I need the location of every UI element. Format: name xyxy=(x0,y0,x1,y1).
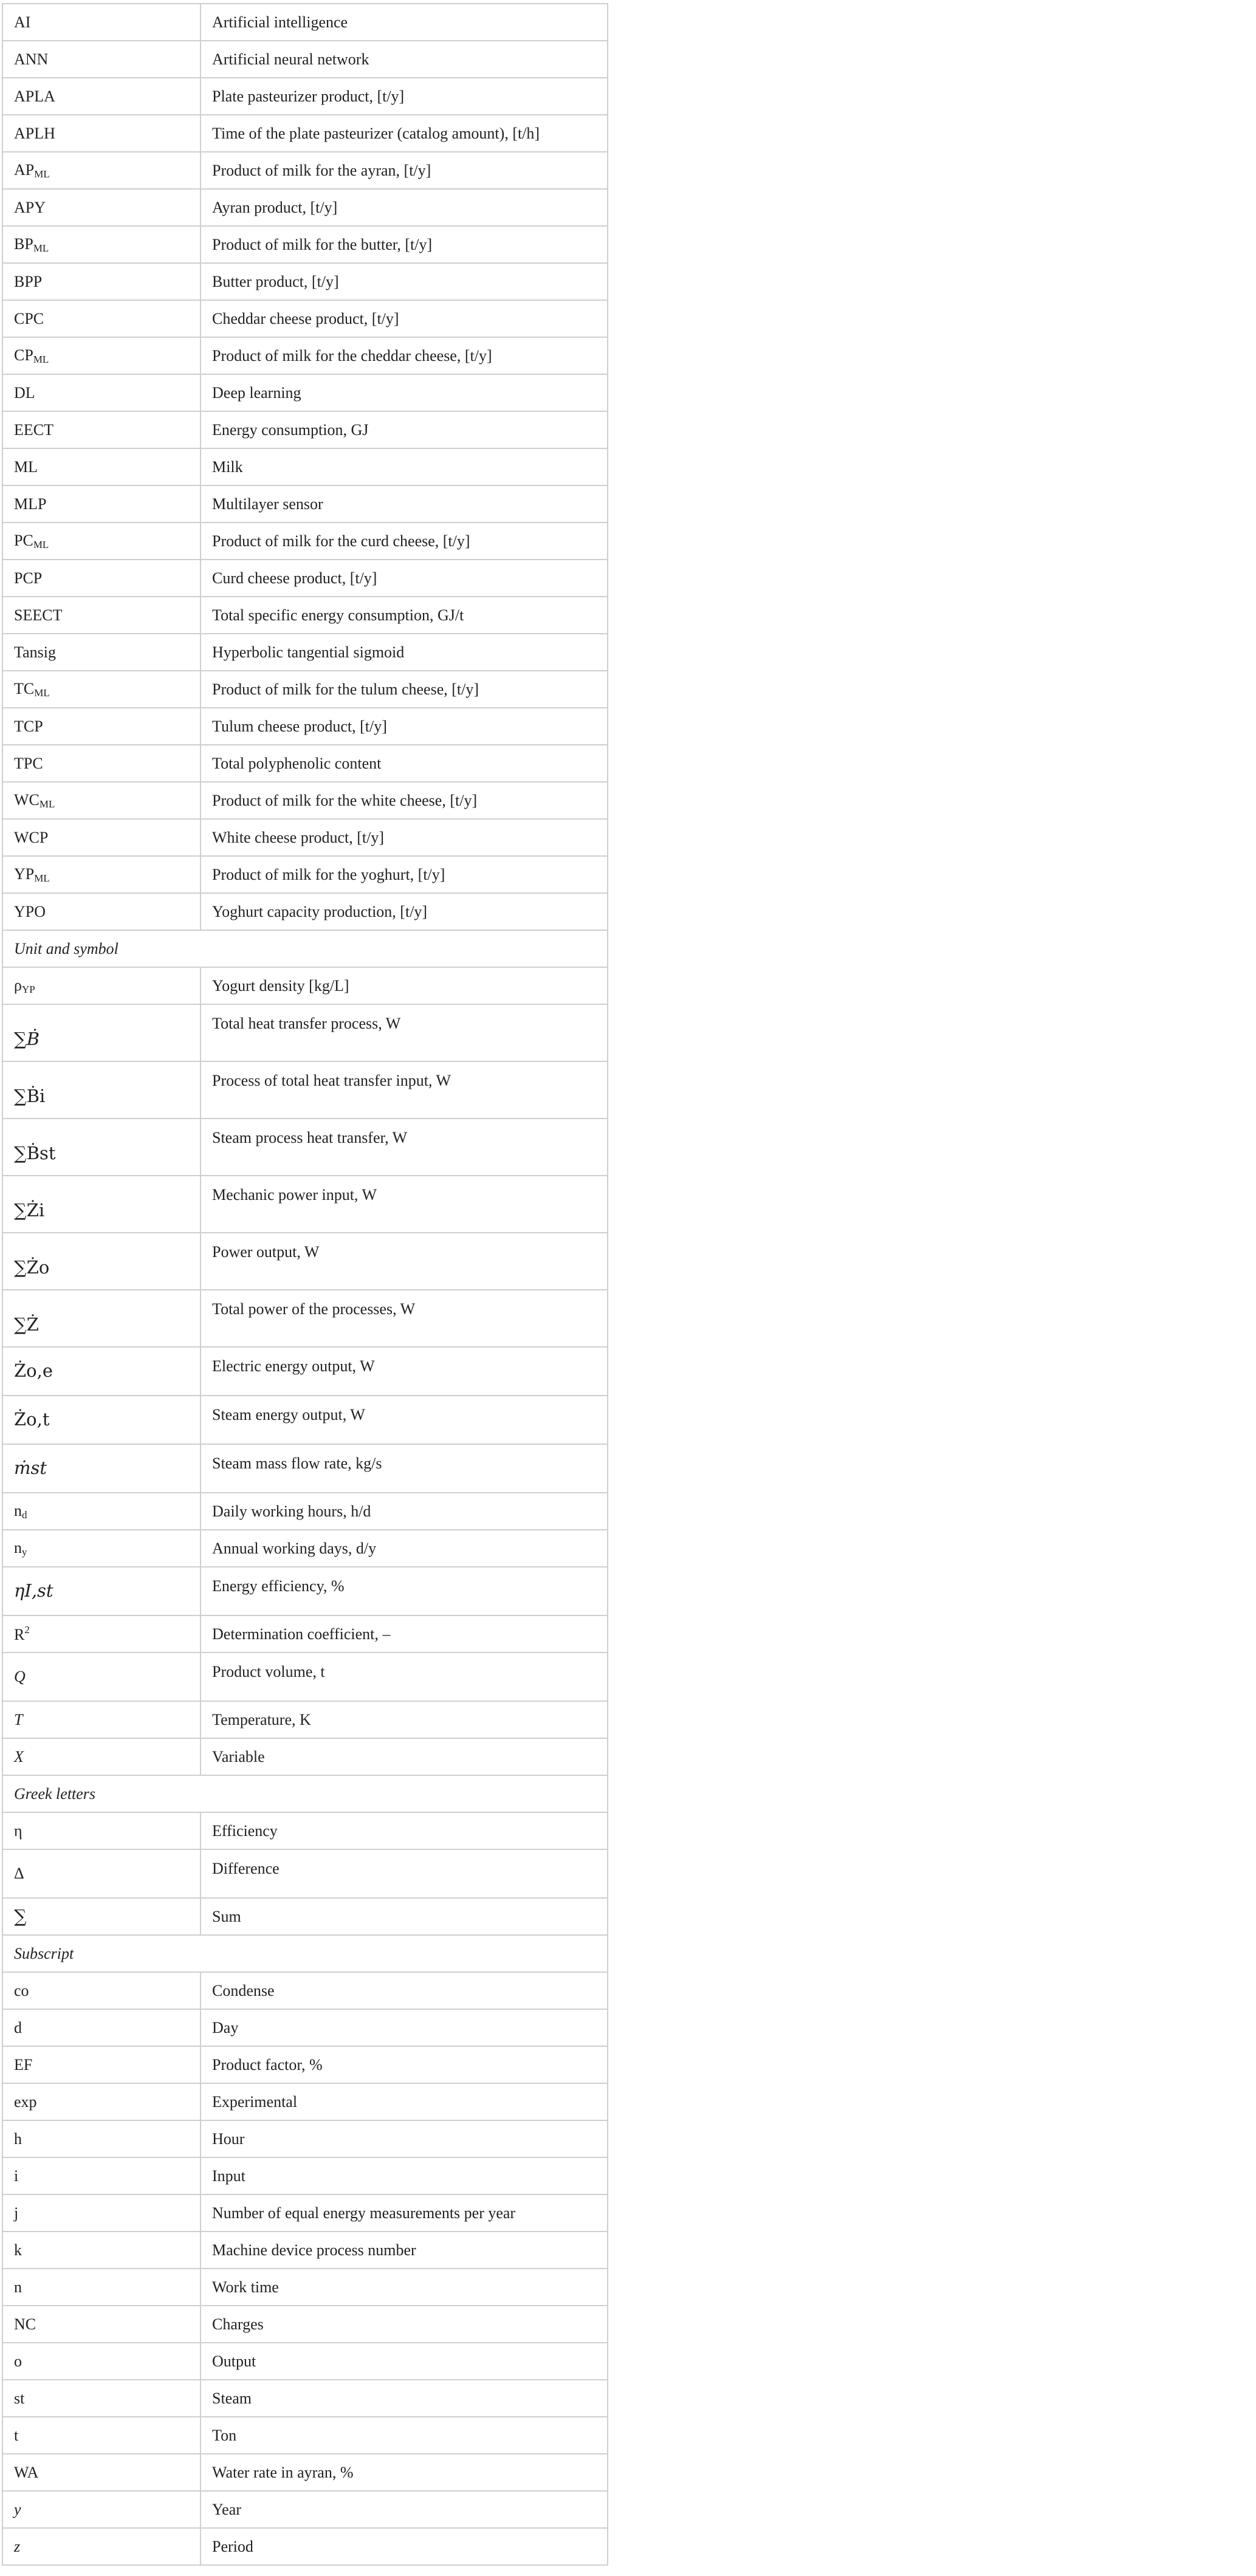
symbol-text: YP xyxy=(14,865,35,883)
definition-cell: Steam energy output, W xyxy=(201,1396,608,1444)
nomenclature-row xyxy=(2,1812,608,1849)
definition-cell: Tulum cheese product, [t/y] xyxy=(201,708,608,745)
symbol-text: i xyxy=(14,2167,19,2185)
definition-cell: Total specific energy consumption, GJ/t xyxy=(201,597,608,634)
definition-cell: Curd cheese product, [t/y] xyxy=(201,560,608,597)
definition-cell: Mechanic power input, W xyxy=(201,1176,608,1233)
nomenclature-row xyxy=(2,78,608,115)
nomenclature-row xyxy=(2,597,608,634)
symbol-text: CP xyxy=(14,346,33,364)
symbol-subscript: ML xyxy=(34,168,50,180)
symbol-subscript: ML xyxy=(39,798,55,810)
symbol-cell xyxy=(2,2046,201,2083)
definition-cell: Annual working days, d/y xyxy=(201,1530,608,1567)
nomenclature-row xyxy=(2,337,608,374)
definition-cell: Time of the plate pasteurizer (catalog amount), [t/h] xyxy=(201,115,608,152)
nomenclature-row xyxy=(2,1898,608,1935)
symbol-cell xyxy=(2,745,201,782)
symbol-cell xyxy=(2,1615,201,1653)
definition-cell: Butter product, [t/y] xyxy=(201,263,608,300)
nomenclature-row xyxy=(2,2491,608,2528)
symbol-text: YPO xyxy=(14,902,46,920)
nomenclature-row xyxy=(2,115,608,152)
nomenclature-row xyxy=(2,2157,608,2194)
symbol-cell xyxy=(2,1530,201,1567)
symbol-cell xyxy=(2,1738,201,1775)
nomenclature-row xyxy=(2,411,608,448)
symbol-text: BPP xyxy=(14,272,43,290)
symbol-text: PC xyxy=(14,531,33,549)
nomenclature-row xyxy=(2,2528,608,2565)
definition-cell: Variable xyxy=(201,1738,608,1775)
symbol-text: ∑Żi xyxy=(14,1200,45,1221)
definition-cell: Multilayer sensor xyxy=(201,485,608,522)
nomenclature-row xyxy=(2,708,608,745)
symbol-cell xyxy=(2,448,201,485)
symbol-cell xyxy=(2,1849,201,1898)
symbol-text: n xyxy=(14,2278,22,2296)
symbol-text: TC xyxy=(14,679,35,697)
symbol-cell xyxy=(2,2269,201,2306)
symbol-text: BP xyxy=(14,235,33,253)
nomenclature-row xyxy=(2,2269,608,2306)
definition-cell: Total polyphenolic content xyxy=(201,745,608,782)
definition-cell: Charges xyxy=(201,2306,608,2343)
definition-cell: Product of milk for the cheddar cheese, [t/y] xyxy=(201,337,608,374)
definition-cell: Artificial intelligence xyxy=(201,4,608,41)
nomenclature-row xyxy=(2,1972,608,2009)
nomenclature-row xyxy=(2,1290,608,1347)
symbol-text: ρ xyxy=(14,976,22,994)
symbol-cell xyxy=(2,189,201,226)
symbol-subscript: y xyxy=(22,1546,27,1558)
definition-cell: Day xyxy=(201,2009,608,2046)
nomenclature-body xyxy=(2,4,608,2565)
symbol-cell xyxy=(2,411,201,448)
symbol-cell xyxy=(2,263,201,300)
symbol-cell xyxy=(2,2083,201,2120)
symbol-cell xyxy=(2,300,201,337)
nomenclature-row xyxy=(2,448,608,485)
symbol-text: η xyxy=(14,1821,22,1840)
symbol-text: o xyxy=(14,2352,22,2370)
symbol-cell xyxy=(2,597,201,634)
symbol-text: Q xyxy=(14,1668,26,1686)
symbol-subscript: ML xyxy=(34,872,50,884)
definition-cell: Plate pasteurizer product, [t/y] xyxy=(201,78,608,115)
symbol-cell xyxy=(2,2194,201,2232)
definition-cell: Period xyxy=(201,2528,608,2565)
definition-cell: Condense xyxy=(201,1972,608,2009)
definition-cell: Steam mass flow rate, kg/s xyxy=(201,1444,608,1493)
symbol-cell xyxy=(2,1118,201,1176)
definition-cell: Milk xyxy=(201,448,608,485)
symbol-cell xyxy=(2,893,201,930)
nomenclature-row xyxy=(2,2417,608,2454)
symbol-text: WA xyxy=(14,2463,39,2481)
definition-cell: White cheese product, [t/y] xyxy=(201,819,608,856)
symbol-cell xyxy=(2,2343,201,2380)
symbol-cell xyxy=(2,226,201,263)
symbol-text: T xyxy=(14,1710,23,1728)
nomenclature-row xyxy=(2,1396,608,1444)
symbol-cell xyxy=(2,782,201,819)
symbol-cell xyxy=(2,708,201,745)
symbol-cell xyxy=(2,560,201,597)
nomenclature-row xyxy=(2,856,608,893)
symbol-text: ∑Żo xyxy=(14,1257,50,1278)
nomenclature-row xyxy=(2,819,608,856)
nomenclature-row xyxy=(2,263,608,300)
nomenclature-row xyxy=(2,2380,608,2417)
symbol-cell xyxy=(2,485,201,522)
symbol-cell xyxy=(2,1176,201,1233)
symbol-cell xyxy=(2,2009,201,2046)
symbol-cell xyxy=(2,967,201,1004)
definition-cell: Work time xyxy=(201,2269,608,2306)
nomenclature-row xyxy=(2,2083,608,2120)
symbol-text: y xyxy=(14,2500,21,2518)
symbol-cell xyxy=(2,671,201,708)
nomenclature-row xyxy=(2,2454,608,2491)
nomenclature-row xyxy=(2,1493,608,1530)
definition-cell: Electric energy output, W xyxy=(201,1347,608,1396)
nomenclature-row xyxy=(2,1653,608,1701)
symbol-text: PCP xyxy=(14,569,43,587)
section-header-row xyxy=(2,1775,608,1812)
symbol-text: X xyxy=(14,1747,24,1766)
symbol-text: EECT xyxy=(14,420,53,439)
definition-cell: Hour xyxy=(201,2120,608,2157)
symbol-text: ∑Ḃst xyxy=(14,1143,56,1164)
definition-cell: Steam process heat transfer, W xyxy=(201,1118,608,1176)
nomenclature-row xyxy=(2,2343,608,2380)
definition-cell: Product of milk for the white cheese, [t/y] xyxy=(201,782,608,819)
symbol-cell xyxy=(2,2232,201,2269)
symbol-text: Żo,t xyxy=(14,1409,50,1430)
symbol-cell xyxy=(2,1653,201,1701)
symbol-text: ∑Ż xyxy=(14,1314,39,1335)
symbol-subscript: YP xyxy=(21,983,35,995)
symbol-text: n xyxy=(14,1501,22,1519)
nomenclature-row xyxy=(2,1849,608,1898)
definition-cell: Product factor, % xyxy=(201,2046,608,2083)
symbol-cell xyxy=(2,4,201,41)
definition-cell: Product of milk for the butter, [t/y] xyxy=(201,226,608,263)
nomenclature-row xyxy=(2,374,608,411)
symbol-text: z xyxy=(14,2537,21,2555)
symbol-cell xyxy=(2,1061,201,1118)
symbol-text: WC xyxy=(14,790,39,809)
definition-cell: Input xyxy=(201,2157,608,2194)
symbol-text: EF xyxy=(14,2055,33,2074)
nomenclature-row xyxy=(2,1347,608,1396)
definition-cell: Experimental xyxy=(201,2083,608,2120)
symbol-cell xyxy=(2,1812,201,1849)
symbol-text: ṁst xyxy=(14,1458,47,1479)
symbol-text: ∑Ḃ xyxy=(14,1029,40,1050)
nomenclature-row xyxy=(2,41,608,78)
section-title: Subscript xyxy=(2,1935,608,1972)
symbol-text: Δ xyxy=(14,1865,24,1883)
symbol-text: ηI,st xyxy=(14,1580,53,1601)
nomenclature-row xyxy=(2,226,608,263)
symbol-cell xyxy=(2,2454,201,2491)
symbol-cell xyxy=(2,1972,201,2009)
nomenclature-row xyxy=(2,1061,608,1118)
nomenclature-row xyxy=(2,1738,608,1775)
symbol-text: Tansig xyxy=(14,643,56,661)
symbol-cell xyxy=(2,2528,201,2565)
symbol-text: co xyxy=(14,1981,29,1999)
nomenclature-row xyxy=(2,671,608,708)
definition-cell: Number of equal energy measurements per year xyxy=(201,2194,608,2232)
nomenclature-row xyxy=(2,1004,608,1061)
symbol-cell xyxy=(2,522,201,560)
nomenclature-row xyxy=(2,560,608,597)
symbol-cell xyxy=(2,634,201,671)
definition-cell: Artificial neural network xyxy=(201,41,608,78)
definition-cell: Total power of the processes, W xyxy=(201,1290,608,1347)
symbol-text: ∑ xyxy=(14,1905,27,1927)
nomenclature-row xyxy=(2,1444,608,1493)
nomenclature-row xyxy=(2,782,608,819)
nomenclature-row xyxy=(2,967,608,1004)
definition-cell: Difference xyxy=(201,1849,608,1898)
symbol-subscript: ML xyxy=(33,242,49,254)
nomenclature-table xyxy=(2,3,608,2566)
definition-cell: Process of total heat transfer input, W xyxy=(201,1061,608,1118)
nomenclature-row xyxy=(2,2046,608,2083)
symbol-text: TPC xyxy=(14,754,43,772)
nomenclature-row xyxy=(2,1233,608,1290)
symbol-cell xyxy=(2,2380,201,2417)
symbol-text: n xyxy=(14,1538,22,1557)
nomenclature-row xyxy=(2,522,608,560)
symbol-text: ML xyxy=(14,457,38,476)
symbol-text: APY xyxy=(14,198,46,216)
definition-cell: Product of milk for the tulum cheese, [t/y] xyxy=(201,671,608,708)
symbol-text: st xyxy=(14,2389,25,2407)
definition-cell: Machine device process number xyxy=(201,2232,608,2269)
definition-cell: Output xyxy=(201,2343,608,2380)
definition-cell: Product of milk for the yoghurt, [t/y] xyxy=(201,856,608,893)
symbol-cell xyxy=(2,2491,201,2528)
definition-cell: Water rate in ayran, % xyxy=(201,2454,608,2491)
symbol-text: Żo,e xyxy=(14,1360,53,1382)
symbol-cell xyxy=(2,2120,201,2157)
section-header-row xyxy=(2,930,608,967)
definition-cell: Daily working hours, h/d xyxy=(201,1493,608,1530)
symbol-text: APLA xyxy=(14,87,55,105)
symbol-text: SEECT xyxy=(14,606,63,624)
section-title: Unit and symbol xyxy=(2,930,608,967)
symbol-text: k xyxy=(14,2241,22,2259)
symbol-subscript: ML xyxy=(33,538,49,550)
definition-cell: Sum xyxy=(201,1898,608,1935)
symbol-cell xyxy=(2,115,201,152)
symbol-cell xyxy=(2,1004,201,1061)
symbol-cell xyxy=(2,41,201,78)
symbol-subscript: ML xyxy=(33,353,49,365)
definition-cell: Cheddar cheese product, [t/y] xyxy=(201,300,608,337)
symbol-cell xyxy=(2,1898,201,1935)
symbol-text: WCP xyxy=(14,828,49,846)
symbol-cell xyxy=(2,78,201,115)
definition-cell: Yogurt density [kg/L] xyxy=(201,967,608,1004)
nomenclature-row xyxy=(2,189,608,226)
definition-cell: Hyperbolic tangential sigmoid xyxy=(201,634,608,671)
nomenclature-row xyxy=(2,485,608,522)
symbol-cell xyxy=(2,1567,201,1615)
nomenclature-row xyxy=(2,2306,608,2343)
symbol-text: j xyxy=(14,2204,19,2222)
symbol-subscript: d xyxy=(22,1509,27,1521)
symbol-text: CPC xyxy=(14,309,44,327)
definition-cell: Ayran product, [t/y] xyxy=(201,189,608,226)
symbol-text: TCP xyxy=(14,717,43,735)
definition-cell: Year xyxy=(201,2491,608,2528)
symbol-text: AP xyxy=(14,160,35,179)
nomenclature-row xyxy=(2,2009,608,2046)
nomenclature-row xyxy=(2,634,608,671)
nomenclature-row xyxy=(2,4,608,41)
symbol-cell xyxy=(2,1701,201,1738)
symbol-text: h xyxy=(14,2129,22,2148)
nomenclature-row xyxy=(2,2120,608,2157)
nomenclature-row xyxy=(2,893,608,930)
definition-cell: Temperature, K xyxy=(201,1701,608,1738)
symbol-cell xyxy=(2,1396,201,1444)
definition-cell: Product of milk for the ayran, [t/y] xyxy=(201,152,608,189)
nomenclature-row xyxy=(2,1176,608,1233)
definition-cell: Product of milk for the curd cheese, [t/y] xyxy=(201,522,608,560)
definition-cell: Power output, W xyxy=(201,1233,608,1290)
symbol-superscript: 2 xyxy=(24,1624,30,1636)
symbol-cell xyxy=(2,1347,201,1396)
symbol-cell xyxy=(2,152,201,189)
definition-cell: Total heat transfer process, W xyxy=(201,1004,608,1061)
symbol-text: AI xyxy=(14,13,31,31)
symbol-cell xyxy=(2,1233,201,1290)
nomenclature-row xyxy=(2,2232,608,2269)
symbol-text: R xyxy=(14,1626,25,1644)
symbol-cell xyxy=(2,1444,201,1493)
definition-cell: Yoghurt capacity production, [t/y] xyxy=(201,893,608,930)
symbol-text: APLH xyxy=(14,124,55,142)
symbol-text: DL xyxy=(14,383,35,402)
symbol-cell xyxy=(2,2157,201,2194)
symbol-text: MLP xyxy=(14,495,47,513)
definition-cell: Product volume, t xyxy=(201,1653,608,1701)
symbol-cell xyxy=(2,1290,201,1347)
definition-cell: Deep learning xyxy=(201,374,608,411)
section-header-row xyxy=(2,1935,608,1972)
section-title: Greek letters xyxy=(2,1775,608,1812)
symbol-cell xyxy=(2,374,201,411)
definition-cell: Energy efficiency, % xyxy=(201,1567,608,1615)
symbol-cell xyxy=(2,1493,201,1530)
definition-cell: Ton xyxy=(201,2417,608,2454)
nomenclature-row xyxy=(2,1530,608,1567)
nomenclature-row xyxy=(2,2194,608,2232)
nomenclature-row xyxy=(2,1567,608,1615)
symbol-text: ANN xyxy=(14,50,49,68)
symbol-cell xyxy=(2,856,201,893)
nomenclature-row xyxy=(2,152,608,189)
symbol-cell xyxy=(2,337,201,374)
definition-cell: Energy consumption, GJ xyxy=(201,411,608,448)
nomenclature-row xyxy=(2,1615,608,1653)
nomenclature-row xyxy=(2,300,608,337)
symbol-cell xyxy=(2,819,201,856)
definition-cell: Determination coefficient, – xyxy=(201,1615,608,1653)
symbol-cell xyxy=(2,2417,201,2454)
nomenclature-row xyxy=(2,1701,608,1738)
symbol-text: exp xyxy=(14,2092,37,2111)
symbol-text: d xyxy=(14,2018,22,2036)
symbol-text: ∑Ḃi xyxy=(14,1086,46,1107)
nomenclature-row xyxy=(2,745,608,782)
symbol-text: t xyxy=(14,2426,19,2444)
definition-cell: Steam xyxy=(201,2380,608,2417)
definition-cell: Efficiency xyxy=(201,1812,608,1849)
symbol-subscript: ML xyxy=(34,687,50,699)
symbol-cell xyxy=(2,2306,201,2343)
nomenclature-row xyxy=(2,1118,608,1176)
symbol-text: NC xyxy=(14,2315,36,2333)
